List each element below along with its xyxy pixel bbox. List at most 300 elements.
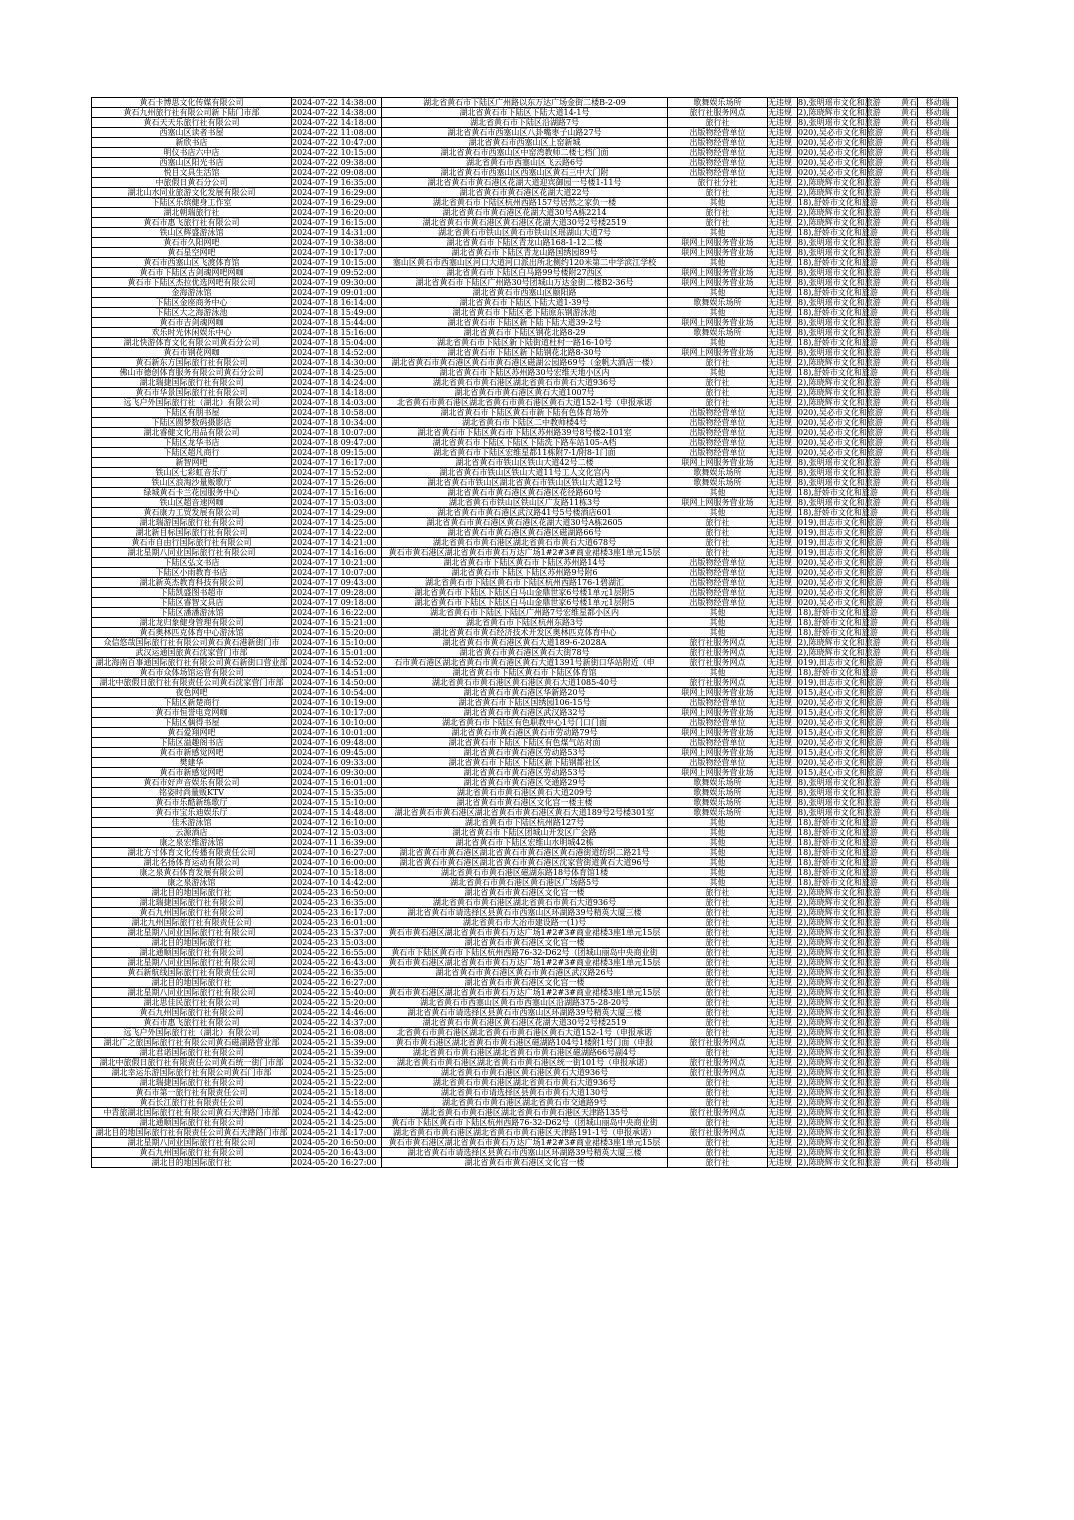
check-time-cell: 2024-07-22 14:18:00 bbox=[292, 118, 382, 128]
table-row bbox=[92, 118, 958, 128]
channel-cell: 移动端 bbox=[918, 918, 958, 928]
venue-type-cell: 旅行社 bbox=[668, 1018, 768, 1028]
venue-name-cell: 黄石市华景国际旅行社有限公司 bbox=[92, 388, 292, 398]
address-cell: 湖北省黄石市下陆区下陆大道1-39号 bbox=[382, 298, 668, 308]
inspector-cell: 2),陈晓辉市文化和旅游 bbox=[798, 1098, 881, 1107]
result-cell: 无违规 bbox=[768, 858, 798, 868]
table-row bbox=[92, 478, 958, 488]
channel-cell: 移动端 bbox=[918, 568, 958, 578]
result-cell: 无违规 bbox=[768, 108, 798, 118]
venue-name-cell: 湖北通顺国际旅行社有限公司 bbox=[92, 1118, 292, 1128]
venue-type-cell: 其他 bbox=[668, 878, 768, 888]
channel-cell: 移动端 bbox=[918, 788, 958, 798]
channel-cell: 移动端 bbox=[918, 838, 958, 848]
agency-cell: 黄石 bbox=[868, 578, 918, 588]
venue-name-cell: 湖北星期八同业国际旅行社有限公司 bbox=[92, 928, 292, 938]
address-cell: 湖北省黄石市下陆区黄石市新下陆有色体育场外 bbox=[382, 408, 668, 418]
check-time-cell: 2024-07-17 15:52:00 bbox=[292, 468, 382, 478]
address-cell: 黄石市黄石港区湖北省黄石市黄石万达广场1#2#3#商业裙楼3座1单元15层 bbox=[382, 928, 668, 938]
result-cell: 无违规 bbox=[768, 338, 798, 348]
address-cell: 湖北省黄石市黄石港区文化宫一楼 bbox=[382, 888, 668, 898]
check-time-cell: 2024-07-10 16:00:00 bbox=[292, 858, 382, 868]
inspector-cell: 18),舒娇市文化和旅游 bbox=[798, 288, 878, 297]
address-cell: 湖北省黄石市下陆区黄石市下陆区苏州路14号 bbox=[382, 558, 668, 568]
result-cell: 无违规 bbox=[768, 978, 798, 988]
venue-type-cell: 歌舞娱乐场所 bbox=[668, 298, 768, 308]
venue-type-cell: 联网上网服务营业场 bbox=[668, 748, 768, 758]
agency-cell: 黄石 bbox=[868, 238, 918, 248]
inspector-cell: 8),张明瑶市文化和旅游 bbox=[798, 298, 881, 307]
channel-cell: 移动端 bbox=[918, 968, 958, 978]
result-cell: 无违规 bbox=[768, 468, 798, 478]
channel-cell: 移动端 bbox=[918, 848, 958, 858]
check-time-cell: 2024-05-20 16:43:00 bbox=[292, 1148, 382, 1158]
result-cell: 无违规 bbox=[768, 158, 798, 168]
inspector-cell: 18),舒娇市文化和旅游 bbox=[798, 338, 878, 347]
table-row bbox=[92, 228, 958, 238]
agency-cell: 黄石 bbox=[868, 218, 918, 228]
venue-name-cell: 西塞山区读者书屋 bbox=[92, 128, 292, 138]
agency-cell: 黄石 bbox=[868, 998, 918, 1008]
inspector-cell: 2),陈晓辉市文化和旅游 bbox=[798, 1148, 881, 1157]
agency-cell: 黄石 bbox=[868, 718, 918, 728]
agency-cell: 黄石 bbox=[868, 598, 918, 608]
venue-type-cell: 旅行社 bbox=[668, 118, 768, 128]
table-row bbox=[92, 348, 958, 358]
check-time-cell: 2024-07-17 16:17:00 bbox=[292, 458, 382, 468]
channel-cell: 移动端 bbox=[918, 578, 958, 588]
address-cell: 湖北省黄石市下陆区宏维星都11栋附7-1/附8-1门面 bbox=[382, 448, 668, 458]
check-time-cell: 2024-05-22 16:35:00 bbox=[292, 968, 382, 978]
table-row bbox=[92, 338, 958, 348]
inspector-cell: 2),陈晓辉市文化和旅游 bbox=[798, 888, 881, 897]
venue-name-cell: 湖北星期八同业国际旅行社有限公司 bbox=[92, 988, 292, 998]
venue-type-cell: 联网上网服务营业场 bbox=[668, 708, 768, 718]
address-cell: 湖北省黄石市西塞山区上窑新城 bbox=[382, 138, 668, 148]
result-cell: 无违规 bbox=[768, 568, 798, 578]
check-time-cell: 2024-07-18 14:30:00 bbox=[292, 358, 382, 368]
venue-name-cell: 黄石九州国际旅行社有限公司 bbox=[92, 908, 292, 918]
channel-cell: 移动端 bbox=[918, 288, 958, 298]
result-cell: 无违规 bbox=[768, 618, 798, 628]
check-time-cell: 2024-05-22 16:55:00 bbox=[292, 948, 382, 958]
result-cell: 无违规 bbox=[768, 508, 798, 518]
inspector-cell: 2),陈晓辉市文化和旅游 bbox=[798, 1078, 881, 1087]
venue-name-cell: 绿城黄石卡兰花园服务中心 bbox=[92, 488, 292, 498]
inspector-cell: 2),陈晓辉市文化和旅游 bbox=[798, 388, 881, 397]
check-time-cell: 2024-07-17 09:43:00 bbox=[292, 578, 382, 588]
venue-type-cell: 出版物经营单位 bbox=[668, 418, 768, 428]
result-cell: 无违规 bbox=[768, 258, 798, 268]
address-cell: 塞山区黄石市西塞山区河口大道河口派出所北侧约120米第二中学滨江学校 bbox=[382, 258, 668, 268]
venue-name-cell: 黄石星空网吧 bbox=[92, 248, 292, 258]
channel-cell: 移动端 bbox=[918, 528, 958, 538]
table-row bbox=[92, 308, 958, 318]
inspector-cell: 015),赵心市文化和旅游 bbox=[798, 708, 883, 717]
agency-cell: 黄石 bbox=[868, 498, 918, 508]
venue-type-cell: 其他 bbox=[668, 848, 768, 858]
result-cell: 无违规 bbox=[768, 928, 798, 938]
channel-cell: 移动端 bbox=[918, 948, 958, 958]
check-time-cell: 2024-07-16 15:01:00 bbox=[292, 648, 382, 658]
channel-cell: 移动端 bbox=[918, 108, 958, 118]
agency-cell: 黄石 bbox=[868, 908, 918, 918]
channel-cell: 移动端 bbox=[918, 988, 958, 998]
venue-type-cell: 旅行社 bbox=[668, 358, 768, 368]
result-cell: 无违规 bbox=[768, 248, 798, 258]
address-cell: 湖北省黄石市黄石港区黄石港区花径路60号 bbox=[382, 488, 668, 498]
result-cell: 无违规 bbox=[768, 818, 798, 828]
agency-cell: 黄石 bbox=[868, 108, 918, 118]
address-cell: 湖北省黄石市铁山区铁山大道11号工人文化宫内 bbox=[382, 468, 668, 478]
venue-type-cell: 出版物经营单位 bbox=[668, 558, 768, 568]
venue-name-cell: 黄石新东方国际旅行社有限公司 bbox=[92, 358, 292, 368]
check-time-cell: 2024-07-17 14:16:00 bbox=[292, 548, 382, 558]
venue-type-cell: 旅行社 bbox=[668, 1148, 768, 1158]
channel-cell: 移动端 bbox=[918, 128, 958, 138]
result-cell: 无违规 bbox=[768, 1058, 798, 1068]
venue-name-cell: 湖北名扬体育运动有限公司 bbox=[92, 858, 292, 868]
venue-type-cell: 旅行社 bbox=[668, 1078, 768, 1088]
address-cell: 湖北省黄石市黄石港区湖北省黄石市黄石港区黄石大道189号2号楼301室 bbox=[382, 808, 668, 818]
venue-name-cell: 黄石奥林匹克体育中心游泳馆 bbox=[92, 628, 292, 638]
inspector-cell: 18),舒娇市文化和旅游 bbox=[798, 228, 878, 237]
venue-type-cell: 歌舞娱乐场所 bbox=[668, 808, 768, 818]
venue-name-cell: 湖北思佳民旅行社有限公司 bbox=[92, 998, 292, 1008]
inspector-cell: 020),吴必市文化和旅游 bbox=[798, 758, 883, 767]
inspector-cell: 18),舒娇市文化和旅游 bbox=[798, 848, 878, 857]
agency-cell: 黄石 bbox=[868, 268, 918, 278]
result-cell: 无违规 bbox=[768, 268, 798, 278]
table-row bbox=[92, 1018, 958, 1028]
table-row bbox=[92, 528, 958, 538]
inspector-cell: 8),张明瑶市文化和旅游 bbox=[798, 468, 881, 477]
check-time-cell: 2024-05-22 15:20:00 bbox=[292, 998, 382, 1008]
inspector-cell: 18),舒娇市文化和旅游 bbox=[798, 858, 878, 867]
check-time-cell: 2024-07-15 15:35:00 bbox=[292, 788, 382, 798]
result-cell: 无违规 bbox=[768, 358, 798, 368]
inspector-cell: 8),张明瑶市文化和旅游 bbox=[798, 808, 881, 817]
venue-name-cell: 下陆区弘文书店 bbox=[92, 558, 292, 568]
venue-type-cell: 联网上网服务营业场 bbox=[668, 268, 768, 278]
channel-cell: 移动端 bbox=[918, 268, 958, 278]
channel-cell: 移动端 bbox=[918, 1038, 958, 1048]
inspector-cell: 18),舒娇市文化和旅游 bbox=[798, 618, 878, 627]
venue-type-cell: 其他 bbox=[668, 338, 768, 348]
table-row bbox=[92, 668, 958, 678]
venue-type-cell: 旅行社 bbox=[668, 958, 768, 968]
inspector-cell: 8),张明瑶市文化和旅游 bbox=[798, 318, 881, 327]
channel-cell: 移动端 bbox=[918, 338, 958, 348]
check-time-cell: 2024-07-18 09:15:00 bbox=[292, 448, 382, 458]
venue-name-cell: 新智网吧 bbox=[92, 458, 292, 468]
table-row bbox=[92, 938, 958, 948]
check-time-cell: 2024-05-23 16:17:00 bbox=[292, 908, 382, 918]
inspector-cell: 8),张明瑶市文化和旅游 bbox=[798, 278, 881, 287]
venue-name-cell: 湖北快游体育文化有限公司黄石分公司 bbox=[92, 338, 292, 348]
result-cell: 无违规 bbox=[768, 298, 798, 308]
channel-cell: 移动端 bbox=[918, 768, 958, 778]
address-cell: 湖北省黄石市下陆区新下陆钢花北路8-30号 bbox=[382, 348, 668, 358]
table-row bbox=[92, 718, 958, 728]
table-row bbox=[92, 638, 958, 648]
venue-type-cell: 旅行社分社 bbox=[668, 178, 768, 188]
venue-type-cell: 旅行社 bbox=[668, 398, 768, 408]
address-cell: 湖北省黄石市黄石港区黄石大道189-6-2028A bbox=[382, 638, 668, 648]
venue-name-cell: 下陆凯盛图书超市 bbox=[92, 588, 292, 598]
address-cell: 湖北省黄石市西塞山区飞云路6号 bbox=[382, 158, 668, 168]
inspector-cell: 8),张明瑶市文化和旅游 bbox=[798, 788, 881, 797]
channel-cell: 移动端 bbox=[918, 318, 958, 328]
check-time-cell: 2024-05-20 16:50:00 bbox=[292, 1138, 382, 1148]
check-time-cell: 2024-07-16 09:33:00 bbox=[292, 758, 382, 768]
venue-name-cell: 湖北目的地国际旅行社 bbox=[92, 1158, 292, 1168]
venue-name-cell: 湖北通顺国际旅行社有限公司 bbox=[92, 948, 292, 958]
agency-cell: 黄石 bbox=[868, 918, 918, 928]
check-time-cell: 2024-05-21 15:39:00 bbox=[292, 1038, 382, 1048]
result-cell: 无违规 bbox=[768, 908, 798, 918]
table-row bbox=[92, 498, 958, 508]
result-cell: 无违规 bbox=[768, 828, 798, 838]
inspector-cell: 2),陈晓辉市文化和旅游 bbox=[798, 1128, 881, 1137]
check-time-cell: 2024-07-16 10:54:00 bbox=[292, 688, 382, 698]
check-time-cell: 2024-05-21 14:25:00 bbox=[292, 1118, 382, 1128]
agency-cell: 黄石 bbox=[868, 1058, 918, 1068]
address-cell: 湖北省黄石市西塞山区颐阳路 bbox=[382, 288, 668, 298]
address-cell: 湖北省黄石市铁山区湖北省黄石市铁山区铁山大道12号 bbox=[382, 478, 668, 488]
result-cell: 无违规 bbox=[768, 408, 798, 418]
inspector-cell: 2),陈晓辉市文化和旅游 bbox=[798, 1158, 881, 1167]
inspector-cell: 019),田志市文化和旅游 bbox=[798, 518, 883, 527]
channel-cell: 移动端 bbox=[918, 478, 958, 488]
channel-cell: 移动端 bbox=[918, 458, 958, 468]
table-row bbox=[92, 138, 958, 148]
agency-cell: 黄石 bbox=[868, 558, 918, 568]
table-row bbox=[92, 928, 958, 938]
address-cell: 湖北省黄石市下陆区青龙山路168-1-12二楼 bbox=[382, 238, 668, 248]
channel-cell: 移动端 bbox=[918, 1058, 958, 1068]
venue-name-cell: 湖北瑞捷国际旅行社有限公司 bbox=[92, 898, 292, 908]
result-cell: 无违规 bbox=[768, 388, 798, 398]
venue-name-cell: 湖北山水同业旅游文化发展有限公司 bbox=[92, 188, 292, 198]
venue-type-cell: 出版物经营单位 bbox=[668, 718, 768, 728]
agency-cell: 黄石 bbox=[868, 878, 918, 888]
result-cell: 无违规 bbox=[768, 558, 798, 568]
channel-cell: 移动端 bbox=[918, 208, 958, 218]
check-time-cell: 2024-07-18 15:16:00 bbox=[292, 328, 382, 338]
channel-cell: 移动端 bbox=[918, 1008, 958, 1018]
result-cell: 无违规 bbox=[768, 678, 798, 688]
table-row bbox=[92, 1048, 958, 1058]
venue-name-cell: 黄石市吉剑魂网咖 bbox=[92, 318, 292, 328]
inspector-cell: 8),张明瑶市文化和旅游 bbox=[798, 268, 881, 277]
check-time-cell: 2024-07-22 14:38:00 bbox=[292, 98, 382, 108]
check-time-cell: 2024-07-19 09:30:00 bbox=[292, 278, 382, 288]
venue-type-cell: 旅行社 bbox=[668, 1028, 768, 1038]
result-cell: 无违规 bbox=[768, 1018, 798, 1028]
table-row bbox=[92, 428, 958, 438]
agency-cell: 黄石 bbox=[868, 1098, 918, 1108]
venue-type-cell: 旅行社 bbox=[668, 1008, 768, 1018]
address-cell: 湖北省黄石市黄石港区花湖大道22号 bbox=[382, 188, 668, 198]
channel-cell: 移动端 bbox=[918, 818, 958, 828]
agency-cell: 黄石 bbox=[868, 818, 918, 828]
address-cell: 湖北省黄石市下陆区团城山开发区广会路 bbox=[382, 828, 668, 838]
table-row bbox=[92, 918, 958, 928]
table-row bbox=[92, 1158, 958, 1168]
venue-type-cell: 联网上网服务营业场 bbox=[668, 688, 768, 698]
venue-name-cell: 下陆区新楚商行 bbox=[92, 698, 292, 708]
table-row bbox=[92, 418, 958, 428]
check-time-cell: 2024-07-12 16:10:00 bbox=[292, 818, 382, 828]
channel-cell: 移动端 bbox=[918, 1138, 958, 1148]
address-cell: 湖北省黄石市黄石港区黄石港区黄石大道936号 bbox=[382, 1068, 668, 1078]
check-time-cell: 2024-07-17 15:26:00 bbox=[292, 478, 382, 488]
inspector-cell: 2),陈晓辉市文化和旅游 bbox=[798, 1028, 881, 1037]
result-cell: 无违规 bbox=[768, 998, 798, 1008]
inspector-cell: 019),田志市文化和旅游 bbox=[798, 548, 883, 557]
venue-name-cell: 下陆区溢趣阁书店 bbox=[92, 738, 292, 748]
venue-type-cell: 旅行社服务网点 bbox=[668, 1128, 768, 1138]
channel-cell: 移动端 bbox=[918, 278, 958, 288]
check-time-cell: 2024-05-23 16:50:00 bbox=[292, 888, 382, 898]
agency-cell: 黄石 bbox=[868, 858, 918, 868]
address-cell: 湖北省黄石市下陆区新下陆下陆大道39-2号 bbox=[382, 318, 668, 328]
check-time-cell: 2024-07-17 09:28:00 bbox=[292, 588, 382, 598]
table-row bbox=[92, 208, 958, 218]
table-row bbox=[92, 608, 958, 618]
agency-cell: 黄石 bbox=[868, 198, 918, 208]
table-row bbox=[92, 1038, 958, 1048]
inspector-cell: 020),吴必市文化和旅游 bbox=[798, 588, 883, 597]
check-time-cell: 2024-05-23 15:03:00 bbox=[292, 938, 382, 948]
result-cell: 无违规 bbox=[768, 518, 798, 528]
venue-name-cell: 黄石市钢花网咖 bbox=[92, 348, 292, 358]
agency-cell: 黄石 bbox=[868, 488, 918, 498]
inspector-cell: 18),舒娇市文化和旅游 bbox=[798, 828, 878, 837]
result-cell: 无违规 bbox=[768, 1038, 798, 1048]
agency-cell: 黄石 bbox=[868, 308, 918, 318]
venue-type-cell: 旅行社服务网点 bbox=[668, 638, 768, 648]
address-cell: 湖北省黄石市西塞山区黄石市西塞山区沿湖路375-28-20号 bbox=[382, 998, 668, 1008]
agency-cell: 黄石 bbox=[868, 1108, 918, 1118]
table-row bbox=[92, 278, 958, 288]
result-cell: 无违规 bbox=[768, 318, 798, 328]
venue-name-cell: 湖北九州国际旅行社有限责任公司 bbox=[92, 918, 292, 928]
channel-cell: 移动端 bbox=[918, 328, 958, 338]
venue-name-cell: 湖北广之旅国际旅行社有限公司黄石磁湖路营业部 bbox=[92, 1038, 292, 1048]
table-row bbox=[92, 598, 958, 608]
venue-type-cell: 旅行社 bbox=[668, 928, 768, 938]
result-cell: 无违规 bbox=[768, 758, 798, 768]
agency-cell: 黄石 bbox=[868, 758, 918, 768]
channel-cell: 移动端 bbox=[918, 1068, 958, 1078]
venue-type-cell: 旅行社 bbox=[668, 988, 768, 998]
check-time-cell: 2024-07-18 15:44:00 bbox=[292, 318, 382, 328]
venue-name-cell: 湖北睿健文化用品有限公司 bbox=[92, 428, 292, 438]
table-row bbox=[92, 828, 958, 838]
result-cell: 无违规 bbox=[768, 368, 798, 378]
inspector-cell: 2),陈晓辉市文化和旅游 bbox=[798, 188, 881, 197]
agency-cell: 黄石 bbox=[868, 388, 918, 398]
result-cell: 无违规 bbox=[768, 1068, 798, 1078]
agency-cell: 黄石 bbox=[868, 328, 918, 338]
address-cell: 湖北省黄石市黄石港区文化宫一楼 bbox=[382, 938, 668, 948]
venue-name-cell: 黄石市新感觉网吧 bbox=[92, 748, 292, 758]
check-time-cell: 2024-07-18 14:25:00 bbox=[292, 368, 382, 378]
venue-name-cell: 康之泉宏维游泳馆 bbox=[92, 838, 292, 848]
channel-cell: 移动端 bbox=[918, 958, 958, 968]
agency-cell: 黄石 bbox=[868, 298, 918, 308]
result-cell: 无违规 bbox=[768, 478, 798, 488]
table-row bbox=[92, 298, 958, 308]
address-cell: 湖北省黄石市黄石港区花湖大道30号A栋2214 bbox=[382, 208, 668, 218]
address-cell: 湖北省黄石市黄石港区黄石港区广场路5号 bbox=[382, 878, 668, 888]
agency-cell: 黄石 bbox=[868, 748, 918, 758]
check-time-cell: 2024-05-21 15:32:00 bbox=[292, 1058, 382, 1068]
agency-cell: 黄石 bbox=[868, 1068, 918, 1078]
channel-cell: 移动端 bbox=[918, 388, 958, 398]
venue-type-cell: 旅行社服务网点 bbox=[668, 1068, 768, 1078]
result-cell: 无违规 bbox=[768, 948, 798, 958]
table-row bbox=[92, 1058, 958, 1068]
channel-cell: 移动端 bbox=[918, 898, 958, 908]
inspector-cell: 18),舒娇市文化和旅游 bbox=[798, 628, 878, 637]
venue-type-cell: 旅行社 bbox=[668, 1118, 768, 1128]
venue-name-cell: 黄石九州国际旅行社有限公司 bbox=[92, 1008, 292, 1018]
venue-type-cell: 出版物经营单位 bbox=[668, 758, 768, 768]
venue-name-cell: 湖北方寸体育文化传播有限责任公司 bbox=[92, 848, 292, 858]
channel-cell: 移动端 bbox=[918, 538, 958, 548]
agency-cell: 黄石 bbox=[868, 288, 918, 298]
result-cell: 无违规 bbox=[768, 728, 798, 738]
venue-name-cell: 武汉运通国旅黄石沈家营门市部 bbox=[92, 648, 292, 658]
inspector-cell: 020),吴必市文化和旅游 bbox=[798, 448, 883, 457]
inspector-cell: 015),赵心市文化和旅游 bbox=[798, 688, 883, 697]
inspector-cell: 2),陈晓辉市文化和旅游 bbox=[798, 1048, 881, 1057]
venue-type-cell: 旅行社服务网点 bbox=[668, 658, 768, 668]
channel-cell: 移动端 bbox=[918, 508, 958, 518]
result-cell: 无违规 bbox=[768, 548, 798, 558]
address-cell: 湖北省黄石市黄石港区文化宫一楼主楼 bbox=[382, 798, 668, 808]
venue-name-cell: 湖北中旅假日旅行社有限责任公司黄石沈家营门市部 bbox=[92, 678, 292, 688]
address-cell: 石市黄石港区湖北省黄石市黄石港区黄石大道1391号新街口华站附近（申 bbox=[382, 658, 668, 668]
venue-type-cell: 旅行社服务网点 bbox=[668, 1108, 768, 1118]
address-cell: 湖北省黄石市铁山区黄石市铁山区瑶湖山大道7号 bbox=[382, 228, 668, 238]
inspector-cell: 020),吴必市文化和旅游 bbox=[798, 428, 883, 437]
address-cell: 湖北省黄石市下陆区广州路30号团城山万达金街二楼B2-36号 bbox=[382, 278, 668, 288]
result-cell: 无违规 bbox=[768, 148, 798, 158]
result-cell: 无违规 bbox=[768, 498, 798, 508]
result-cell: 无违规 bbox=[768, 1108, 798, 1118]
table-row bbox=[92, 908, 958, 918]
venue-type-cell: 其他 bbox=[668, 288, 768, 298]
result-cell: 无违规 bbox=[768, 398, 798, 408]
venue-type-cell: 旅行社 bbox=[668, 918, 768, 928]
venue-type-cell: 联网上网服务营业场 bbox=[668, 768, 768, 778]
address-cell: 湖北省黄石市下陆区钢花北路8-29 bbox=[382, 328, 668, 338]
venue-name-cell: 湖北目的地国际旅行社 bbox=[92, 978, 292, 988]
venue-name-cell: 黄石市下陆区杰拉优选网吧有限公司 bbox=[92, 278, 292, 288]
address-cell: 湖北省黄石市黄石港区黄石大道1007号 bbox=[382, 388, 668, 398]
channel-cell: 移动端 bbox=[918, 148, 958, 158]
inspector-cell: 18),舒娇市文化和旅游 bbox=[798, 838, 878, 847]
agency-cell: 黄石 bbox=[868, 448, 918, 458]
venue-type-cell: 旅行社 bbox=[668, 1048, 768, 1058]
inspector-cell: 8),张明瑶市文化和旅游 bbox=[798, 778, 881, 787]
address-cell: 黄石市黄石港区湖北省黄石市黄石万达广场1#2#3#商业裙楼3座1单元15层 bbox=[382, 548, 668, 558]
address-cell: 湖北省黄石市黄石港区黄石大街78号 bbox=[382, 648, 668, 658]
